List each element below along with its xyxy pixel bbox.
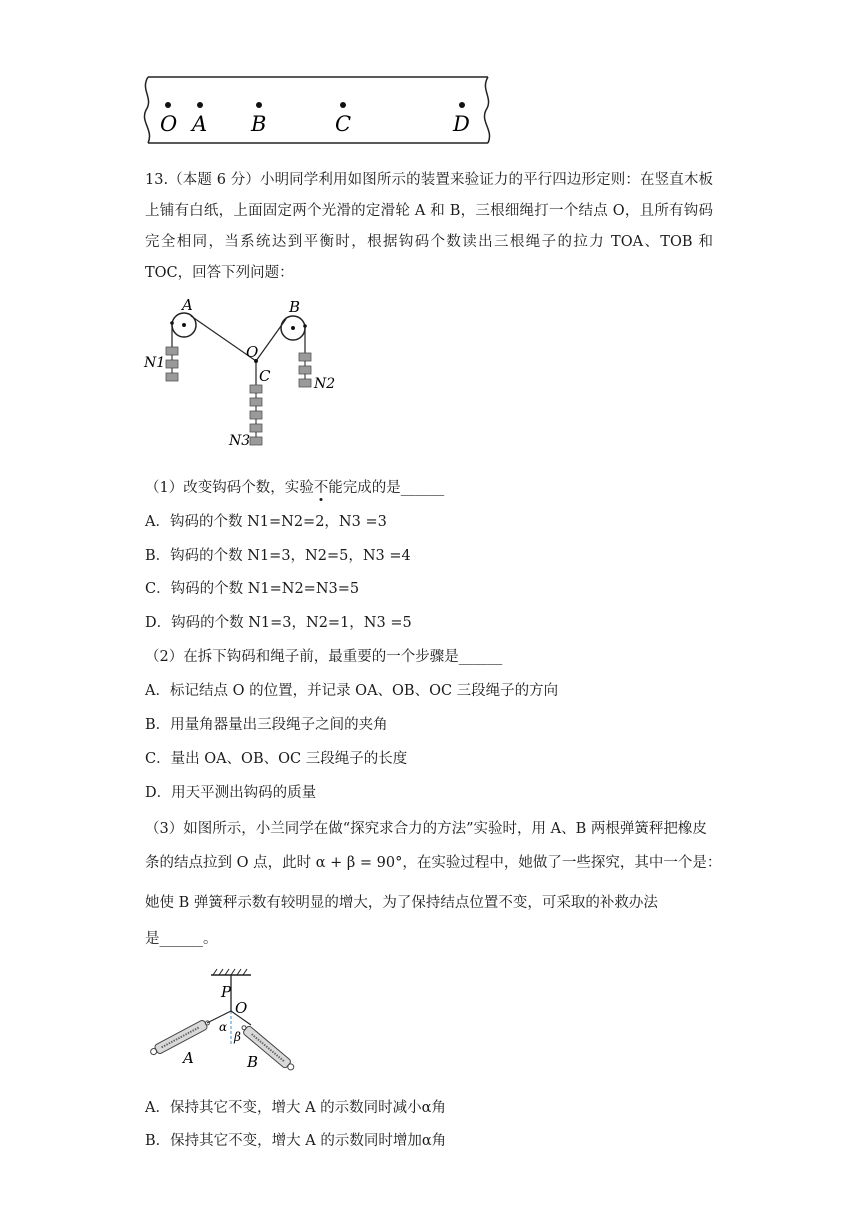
part3-option-b: B．保持其它不变，增大 A 的示数同时增加α角 [145,1133,447,1149]
fig1-label-b: B [289,298,301,316]
part2-option-a: A．标记结点 O 的位置，并记录 OA、OB、OC 三段绳子的方向 [145,683,559,699]
question-intro: 13.（本题 6 分）小明同学利用如图所示的装置来验证力的平行四边形定则：在竖直木板上铺有白纸，上面固定两个光滑的定滑轮 A 和 B，三根细绳打一个结点 O，且所有钩码完全相同，当系统达到平衡时，根据钩码个数读出三根绳子的拉力 TOA、TOB 和 TOC，回答下列问题： [145,172,713,281]
fig2-label-b: B [247,1053,259,1071]
tape-label-o: O [160,112,178,136]
tape-dot-c [340,102,346,108]
tape-dot-b [256,102,262,108]
tape-dot-d [459,102,465,108]
part1-stem: （1）改变钩码个数，实验不能完成的是______ [145,480,445,496]
fig1-label-c: C [259,367,271,385]
tape-dot-o [165,102,171,108]
tape-label-b: B [251,112,267,136]
part2-option-c: C．量出 OA、OB、OC 三段绳子的长度 [145,751,408,767]
tape-strip-figure [140,70,500,150]
part3-option-a: A．保持其它不变，增大 A 的示数同时减小α角 [145,1100,446,1116]
part2-stem: （2）在拆下钩码和绳子前，最重要的一个步骤是______ [145,649,503,665]
fig1-label-n1: N1 [144,355,166,371]
fig2-label-a: A [183,1049,194,1067]
spring-scale-figure [145,965,315,1080]
weights-n2 [299,353,311,387]
fig2-label-o: O [235,999,248,1017]
part2-option-b: B．用量角器量出三段绳子之间的夹角 [145,717,388,733]
fig1-label-a: A [182,296,193,314]
part1-option-a: A．钩码的个数 N1=N2=2，N3 =3 [145,514,387,530]
fig1-label-n2: N2 [314,376,336,392]
part1-option-c: C．钩码的个数 N1=N2=N3=5 [145,581,360,597]
fig2-label-p: P [221,983,232,1001]
part3-stem-line3: 她使 B 弹簧秤示数有较明显的增大，为了保持结点位置不变，可采取的补救办法 [145,895,658,911]
weights-n1 [166,347,178,381]
part1-option-b: B．钩码的个数 N1=3，N2=5，N3 =4 [145,548,411,564]
tape-label-a: A [192,112,208,136]
tape-label-c: C [335,112,352,136]
fig1-label-n3: N3 [229,433,251,449]
emphasis-mark: 不 [313,480,329,496]
part3-stem-line1: （3）如图所示，小兰同学在做“探究求合力的方法”实验时，用 A、B 两根弹簧秤把橡皮 [145,821,707,837]
part2-option-d: D．用天平测出钩码的质量 [145,785,317,801]
fig2-label-alpha: α [219,1020,228,1034]
part3-stem-line2: 条的结点拉到 O 点，此时 α + β = 90°，在实验过程中，她做了一些探究，其中一个是： [145,855,722,871]
pulley-figure [140,295,340,460]
tape-label-d: D [453,112,470,136]
part1-option-d: D．钩码的个数 N1=3，N2=1，N3 =5 [145,615,412,631]
part3-stem-line4: 是______。 [145,931,218,947]
fig2-label-beta: β [234,1030,241,1044]
tape-dot-a [197,102,203,108]
spring-scale-a [149,1018,212,1058]
fig1-label-o: O [246,343,259,361]
